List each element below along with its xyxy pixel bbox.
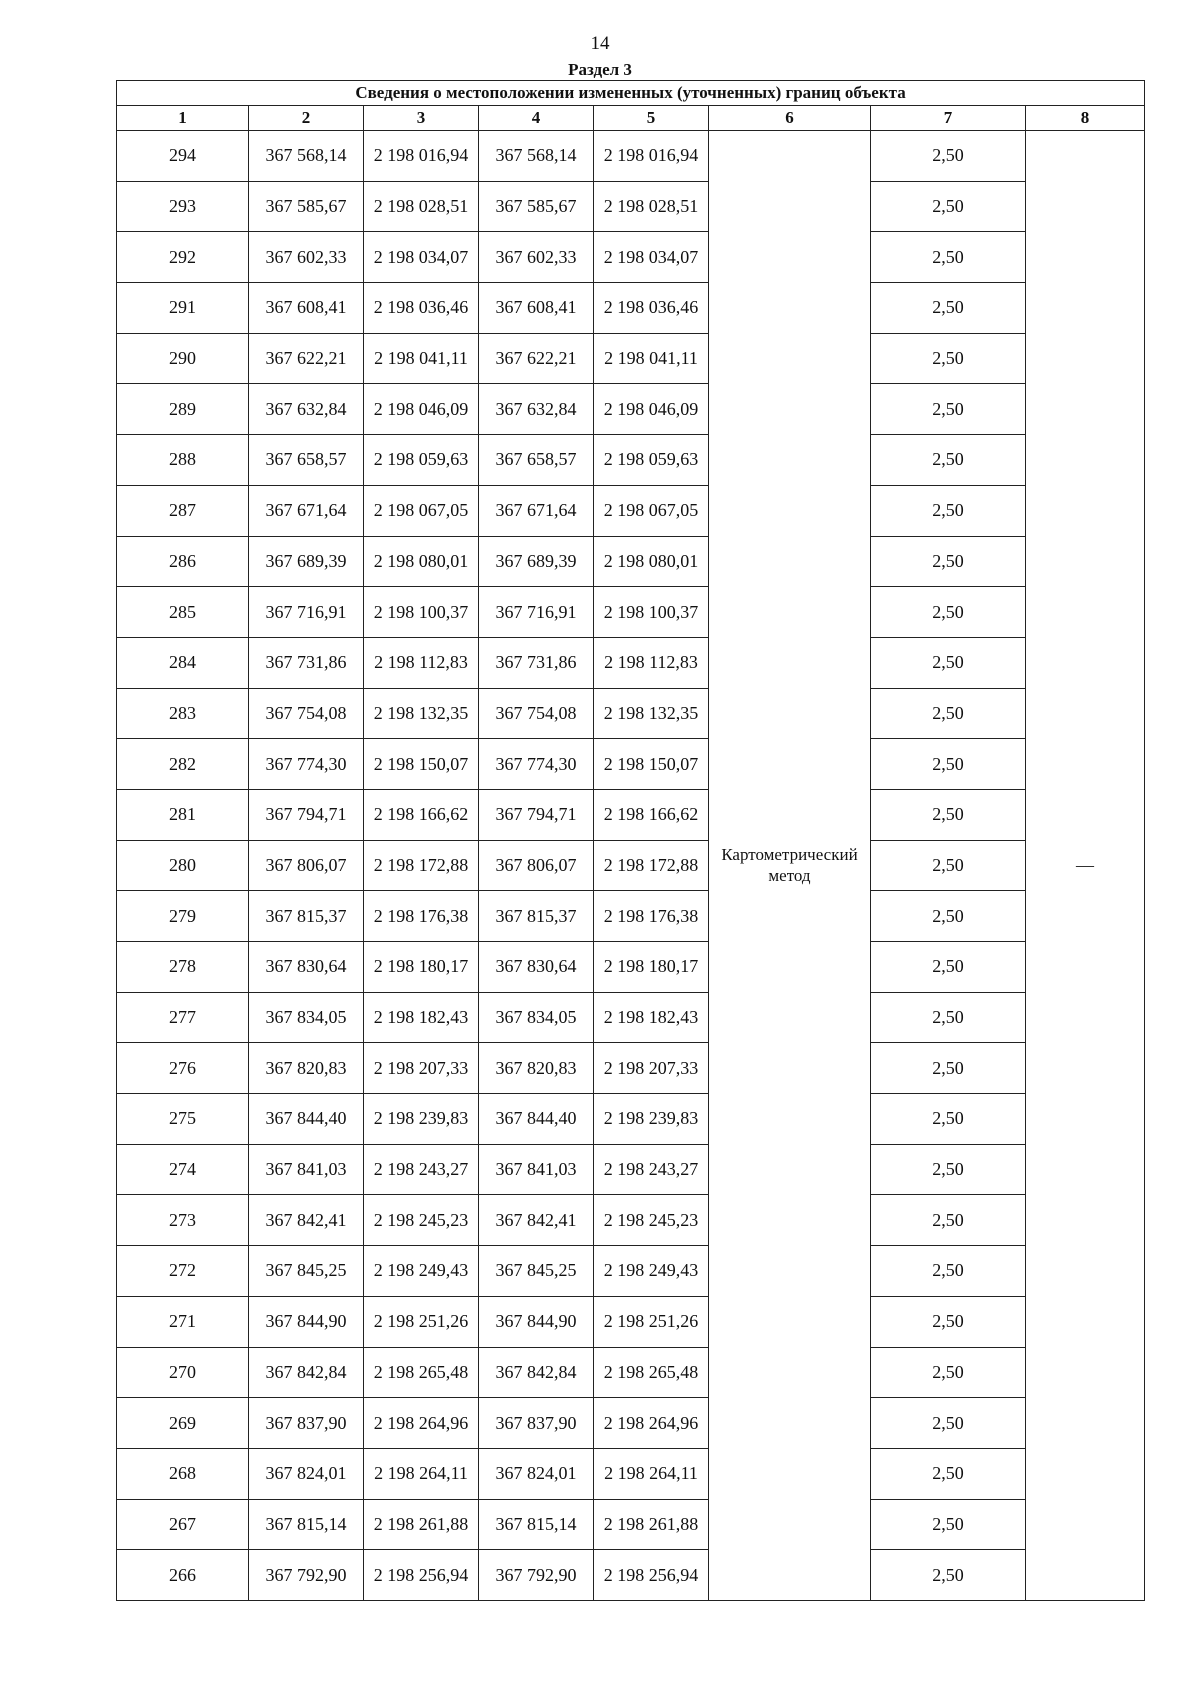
- x-new-cell: 367 842,84: [479, 1347, 594, 1398]
- section-title: Раздел 3: [568, 60, 632, 79]
- x-old-cell: 367 794,71: [249, 789, 364, 840]
- point-number-cell: 276: [117, 1043, 249, 1094]
- y-old-cell: 2 198 182,43: [364, 992, 479, 1043]
- y-new-cell: 2 198 256,94: [594, 1550, 709, 1601]
- x-old-cell: 367 731,86: [249, 637, 364, 688]
- accuracy-cell: 2,50: [871, 1550, 1026, 1601]
- x-old-cell: 367 608,41: [249, 283, 364, 334]
- y-old-cell: 2 198 112,83: [364, 637, 479, 688]
- x-new-cell: 367 792,90: [479, 1550, 594, 1601]
- x-new-cell: 367 845,25: [479, 1246, 594, 1297]
- point-number-cell: 266: [117, 1550, 249, 1601]
- x-old-cell: 367 834,05: [249, 992, 364, 1043]
- x-new-cell: 367 754,08: [479, 688, 594, 739]
- point-number-cell: 291: [117, 283, 249, 334]
- accuracy-cell: 2,50: [871, 536, 1026, 587]
- x-old-cell: 367 658,57: [249, 435, 364, 486]
- y-new-cell: 2 198 150,07: [594, 739, 709, 790]
- column-number: 6: [709, 106, 871, 131]
- accuracy-cell: 2,50: [871, 840, 1026, 891]
- table-row: [117, 1550, 1145, 1601]
- accuracy-cell: 2,50: [871, 1195, 1026, 1246]
- x-old-cell: 367 716,91: [249, 587, 364, 638]
- x-new-cell: 367 841,03: [479, 1144, 594, 1195]
- x-new-cell: 367 671,64: [479, 485, 594, 536]
- x-new-cell: 367 815,37: [479, 891, 594, 942]
- column-number: 1: [117, 106, 249, 131]
- accuracy-cell: 2,50: [871, 789, 1026, 840]
- accuracy-cell: 2,50: [871, 131, 1026, 182]
- y-old-cell: 2 198 264,11: [364, 1448, 479, 1499]
- y-old-cell: 2 198 256,94: [364, 1550, 479, 1601]
- y-old-cell: 2 198 239,83: [364, 1094, 479, 1145]
- table-row: [117, 485, 1145, 536]
- point-number-cell: 279: [117, 891, 249, 942]
- y-new-cell: 2 198 132,35: [594, 688, 709, 739]
- y-old-cell: 2 198 243,27: [364, 1144, 479, 1195]
- accuracy-cell: 2,50: [871, 1246, 1026, 1297]
- point-number-cell: 280: [117, 840, 249, 891]
- table-row: [117, 840, 1145, 891]
- table-row: [117, 1094, 1145, 1145]
- x-old-cell: 367 844,40: [249, 1094, 364, 1145]
- column-number: 7: [871, 106, 1026, 131]
- y-old-cell: 2 198 041,11: [364, 333, 479, 384]
- y-new-cell: 2 198 265,48: [594, 1347, 709, 1398]
- x-old-cell: 367 824,01: [249, 1448, 364, 1499]
- accuracy-cell: 2,50: [871, 333, 1026, 384]
- x-old-cell: 367 792,90: [249, 1550, 364, 1601]
- accuracy-cell: 2,50: [871, 942, 1026, 993]
- y-old-cell: 2 198 067,05: [364, 485, 479, 536]
- x-old-cell: 367 841,03: [249, 1144, 364, 1195]
- y-new-cell: 2 198 207,33: [594, 1043, 709, 1094]
- y-new-cell: 2 198 166,62: [594, 789, 709, 840]
- table-row: [117, 688, 1145, 739]
- point-number-cell: 273: [117, 1195, 249, 1246]
- table-row: [117, 1398, 1145, 1449]
- accuracy-cell: 2,50: [871, 485, 1026, 536]
- y-old-cell: 2 198 265,48: [364, 1347, 479, 1398]
- y-old-cell: 2 198 036,46: [364, 283, 479, 334]
- x-new-cell: 367 658,57: [479, 435, 594, 486]
- y-old-cell: 2 198 100,37: [364, 587, 479, 638]
- table-row: [117, 435, 1145, 486]
- table-row: [117, 1499, 1145, 1550]
- x-old-cell: 367 754,08: [249, 688, 364, 739]
- x-old-cell: 367 842,41: [249, 1195, 364, 1246]
- x-old-cell: 367 815,14: [249, 1499, 364, 1550]
- y-old-cell: 2 198 034,07: [364, 232, 479, 283]
- accuracy-cell: 2,50: [871, 181, 1026, 232]
- point-number-cell: 271: [117, 1296, 249, 1347]
- x-new-cell: 367 815,14: [479, 1499, 594, 1550]
- accuracy-cell: 2,50: [871, 232, 1026, 283]
- note-cell: —: [1026, 131, 1145, 1601]
- point-number-cell: 270: [117, 1347, 249, 1398]
- table-row: [117, 1448, 1145, 1499]
- point-number-cell: 268: [117, 1448, 249, 1499]
- x-new-cell: 367 824,01: [479, 1448, 594, 1499]
- point-number-cell: 284: [117, 637, 249, 688]
- y-new-cell: 2 198 264,96: [594, 1398, 709, 1449]
- y-old-cell: 2 198 176,38: [364, 891, 479, 942]
- accuracy-cell: 2,50: [871, 1043, 1026, 1094]
- column-number: 2: [249, 106, 364, 131]
- y-new-cell: 2 198 059,63: [594, 435, 709, 486]
- y-new-cell: 2 198 251,26: [594, 1296, 709, 1347]
- y-old-cell: 2 198 150,07: [364, 739, 479, 790]
- point-number-cell: 290: [117, 333, 249, 384]
- y-old-cell: 2 198 245,23: [364, 1195, 479, 1246]
- point-number-cell: 272: [117, 1246, 249, 1297]
- y-new-cell: 2 198 028,51: [594, 181, 709, 232]
- accuracy-cell: 2,50: [871, 435, 1026, 486]
- table-row: [117, 739, 1145, 790]
- point-number-cell: 294: [117, 131, 249, 182]
- x-new-cell: 367 689,39: [479, 536, 594, 587]
- column-number: 5: [594, 106, 709, 131]
- table-body: [117, 131, 1145, 1601]
- table-row: [117, 891, 1145, 942]
- point-number-cell: 278: [117, 942, 249, 993]
- y-old-cell: 2 198 046,09: [364, 384, 479, 435]
- accuracy-cell: 2,50: [871, 587, 1026, 638]
- table-row: [117, 992, 1145, 1043]
- table-row: [117, 536, 1145, 587]
- y-old-cell: 2 198 264,96: [364, 1398, 479, 1449]
- column-number-row: [117, 106, 1145, 131]
- point-number-cell: 283: [117, 688, 249, 739]
- x-new-cell: 367 585,67: [479, 181, 594, 232]
- coordinates-table: [116, 80, 1145, 1601]
- accuracy-cell: 2,50: [871, 1347, 1026, 1398]
- x-new-cell: 367 632,84: [479, 384, 594, 435]
- y-new-cell: 2 198 034,07: [594, 232, 709, 283]
- point-number-cell: 292: [117, 232, 249, 283]
- accuracy-cell: 2,50: [871, 1448, 1026, 1499]
- x-old-cell: 367 820,83: [249, 1043, 364, 1094]
- column-number: 8: [1026, 106, 1145, 131]
- table-row: [117, 942, 1145, 993]
- accuracy-cell: 2,50: [871, 1094, 1026, 1145]
- table-row: [117, 1347, 1145, 1398]
- y-new-cell: 2 198 245,23: [594, 1195, 709, 1246]
- y-new-cell: 2 198 176,38: [594, 891, 709, 942]
- x-new-cell: 367 716,91: [479, 587, 594, 638]
- y-new-cell: 2 198 080,01: [594, 536, 709, 587]
- x-old-cell: 367 689,39: [249, 536, 364, 587]
- accuracy-cell: 2,50: [871, 992, 1026, 1043]
- y-new-cell: 2 198 180,17: [594, 942, 709, 993]
- x-old-cell: 367 774,30: [249, 739, 364, 790]
- y-old-cell: 2 198 249,43: [364, 1246, 479, 1297]
- y-new-cell: 2 198 261,88: [594, 1499, 709, 1550]
- point-number-cell: 293: [117, 181, 249, 232]
- accuracy-cell: 2,50: [871, 891, 1026, 942]
- y-new-cell: 2 198 243,27: [594, 1144, 709, 1195]
- x-new-cell: 367 844,90: [479, 1296, 594, 1347]
- column-number: 4: [479, 106, 594, 131]
- x-old-cell: 367 622,21: [249, 333, 364, 384]
- y-new-cell: 2 198 249,43: [594, 1246, 709, 1297]
- y-new-cell: 2 198 264,11: [594, 1448, 709, 1499]
- table-row: [117, 1195, 1145, 1246]
- x-new-cell: 367 844,40: [479, 1094, 594, 1145]
- page-number: 14: [590, 33, 610, 54]
- y-new-cell: 2 198 112,83: [594, 637, 709, 688]
- method-cell: Картометрический метод: [709, 131, 871, 1601]
- table-row: [117, 384, 1145, 435]
- table-row: [117, 283, 1145, 334]
- y-old-cell: 2 198 261,88: [364, 1499, 479, 1550]
- table-caption: Сведения о местоположении измененных (уточненных) границ объекта: [117, 81, 1145, 106]
- table-row: [117, 181, 1145, 232]
- x-old-cell: 367 602,33: [249, 232, 364, 283]
- table-row: [117, 587, 1145, 638]
- y-new-cell: 2 198 100,37: [594, 587, 709, 638]
- accuracy-cell: 2,50: [871, 739, 1026, 790]
- column-number: 3: [364, 106, 479, 131]
- y-old-cell: 2 198 016,94: [364, 131, 479, 182]
- point-number-cell: 286: [117, 536, 249, 587]
- y-old-cell: 2 198 166,62: [364, 789, 479, 840]
- x-new-cell: 367 837,90: [479, 1398, 594, 1449]
- table-row: [117, 1144, 1145, 1195]
- x-new-cell: 367 608,41: [479, 283, 594, 334]
- x-old-cell: 367 815,37: [249, 891, 364, 942]
- y-new-cell: 2 198 239,83: [594, 1094, 709, 1145]
- point-number-cell: 267: [117, 1499, 249, 1550]
- y-new-cell: 2 198 182,43: [594, 992, 709, 1043]
- point-number-cell: 277: [117, 992, 249, 1043]
- y-new-cell: 2 198 036,46: [594, 283, 709, 334]
- point-number-cell: 288: [117, 435, 249, 486]
- accuracy-cell: 2,50: [871, 384, 1026, 435]
- y-old-cell: 2 198 059,63: [364, 435, 479, 486]
- point-number-cell: 285: [117, 587, 249, 638]
- table-row: [117, 637, 1145, 688]
- y-new-cell: 2 198 046,09: [594, 384, 709, 435]
- y-old-cell: 2 198 132,35: [364, 688, 479, 739]
- x-old-cell: 367 844,90: [249, 1296, 364, 1347]
- x-old-cell: 367 845,25: [249, 1246, 364, 1297]
- table-row: [117, 333, 1145, 384]
- accuracy-cell: 2,50: [871, 1296, 1026, 1347]
- accuracy-cell: 2,50: [871, 283, 1026, 334]
- point-number-cell: 282: [117, 739, 249, 790]
- table-row: [117, 1043, 1145, 1094]
- x-old-cell: 367 837,90: [249, 1398, 364, 1449]
- table-row: [117, 232, 1145, 283]
- x-new-cell: 367 806,07: [479, 840, 594, 891]
- point-number-cell: 269: [117, 1398, 249, 1449]
- y-old-cell: 2 198 251,26: [364, 1296, 479, 1347]
- x-old-cell: 367 671,64: [249, 485, 364, 536]
- x-new-cell: 367 602,33: [479, 232, 594, 283]
- point-number-cell: 289: [117, 384, 249, 435]
- x-new-cell: 367 731,86: [479, 637, 594, 688]
- x-old-cell: 367 632,84: [249, 384, 364, 435]
- y-old-cell: 2 198 028,51: [364, 181, 479, 232]
- point-number-cell: 287: [117, 485, 249, 536]
- table-row: [117, 131, 1145, 182]
- x-old-cell: 367 806,07: [249, 840, 364, 891]
- x-new-cell: 367 774,30: [479, 739, 594, 790]
- x-new-cell: 367 834,05: [479, 992, 594, 1043]
- x-old-cell: 367 830,64: [249, 942, 364, 993]
- y-new-cell: 2 198 067,05: [594, 485, 709, 536]
- point-number-cell: 274: [117, 1144, 249, 1195]
- x-old-cell: 367 585,67: [249, 181, 364, 232]
- x-new-cell: 367 842,41: [479, 1195, 594, 1246]
- x-new-cell: 367 794,71: [479, 789, 594, 840]
- y-new-cell: 2 198 041,11: [594, 333, 709, 384]
- y-old-cell: 2 198 172,88: [364, 840, 479, 891]
- accuracy-cell: 2,50: [871, 1499, 1026, 1550]
- y-old-cell: 2 198 207,33: [364, 1043, 479, 1094]
- point-number-cell: 281: [117, 789, 249, 840]
- table-row: [117, 789, 1145, 840]
- accuracy-cell: 2,50: [871, 637, 1026, 688]
- x-new-cell: 367 568,14: [479, 131, 594, 182]
- accuracy-cell: 2,50: [871, 1144, 1026, 1195]
- y-old-cell: 2 198 180,17: [364, 942, 479, 993]
- accuracy-cell: 2,50: [871, 1398, 1026, 1449]
- table-row: [117, 1246, 1145, 1297]
- x-new-cell: 367 820,83: [479, 1043, 594, 1094]
- y-new-cell: 2 198 016,94: [594, 131, 709, 182]
- x-old-cell: 367 842,84: [249, 1347, 364, 1398]
- x-old-cell: 367 568,14: [249, 131, 364, 182]
- y-new-cell: 2 198 172,88: [594, 840, 709, 891]
- point-number-cell: 275: [117, 1094, 249, 1145]
- y-old-cell: 2 198 080,01: [364, 536, 479, 587]
- x-new-cell: 367 830,64: [479, 942, 594, 993]
- table-row: [117, 1296, 1145, 1347]
- accuracy-cell: 2,50: [871, 688, 1026, 739]
- x-new-cell: 367 622,21: [479, 333, 594, 384]
